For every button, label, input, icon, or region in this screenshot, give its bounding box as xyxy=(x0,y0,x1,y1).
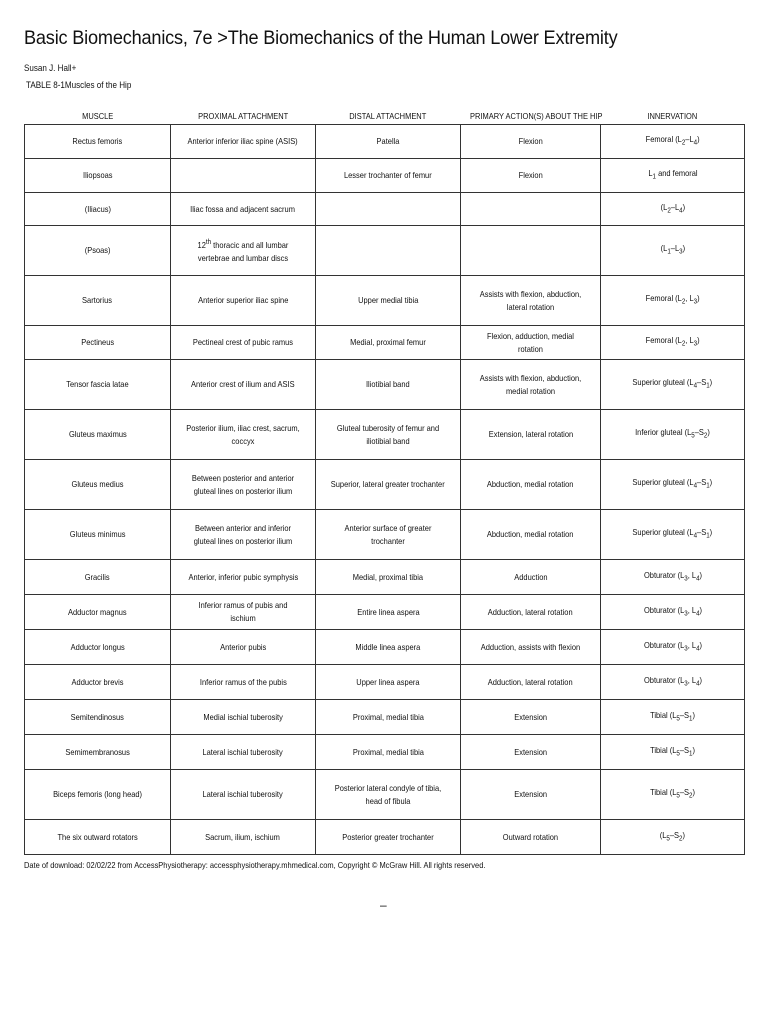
primary-action-cell: Assists with flexion, abduction, lateral rotation xyxy=(461,276,601,326)
proximal-attachment-cell xyxy=(171,159,316,193)
distal-attachment-cell: Upper linea aspera xyxy=(316,665,461,700)
primary-action-cell: Adduction, assists with flexion xyxy=(461,630,601,665)
proximal-attachment-cell: Between anterior and inferior gluteal lines on posterior ilium xyxy=(171,510,316,560)
innervation-cell: $L_1$ and femoral xyxy=(601,159,745,193)
distal-attachment-cell: Entire linea aspera xyxy=(316,595,461,630)
muscle-cell: Semimembranosus xyxy=(25,735,171,770)
primary-action-cell xyxy=(461,193,601,226)
primary-action-cell: Flexion xyxy=(461,125,601,159)
table-row xyxy=(25,510,745,560)
table-row xyxy=(25,735,745,770)
primary-action-cell: Extension, lateral rotation xyxy=(461,410,601,460)
column-header-muscle: MUSCLE xyxy=(81,110,114,121)
column-header-primary-actions: PRIMARY ACTION(S) ABOUT THE HIP xyxy=(469,110,602,121)
distal-attachment-cell: Medial, proximal femur xyxy=(316,326,461,360)
table-row xyxy=(25,665,745,700)
proximal-attachment-cell: Anterior superior iliac spine xyxy=(171,276,316,326)
proximal-attachment-cell: Inferior ramus of the pubis xyxy=(171,665,316,700)
innervation-cell: $(L_1-L_3)$ xyxy=(601,226,745,276)
muscle-cell: Sartorius xyxy=(25,276,171,326)
table-caption: TABLE 8-1Muscles of the Hip xyxy=(26,80,132,91)
innervation-cell: Superior gluteal $(L_4-S_1)$ xyxy=(601,460,745,510)
table-row xyxy=(25,460,745,510)
muscle-cell: Gluteus minimus xyxy=(25,510,171,560)
primary-action-cell: Adduction, lateral rotation xyxy=(461,595,601,630)
distal-attachment-cell: Patella xyxy=(316,125,461,159)
table-row xyxy=(25,193,745,226)
distal-attachment-cell: Middle linea aspera xyxy=(316,630,461,665)
distal-attachment-cell: Medial, proximal tibia xyxy=(316,560,461,595)
innervation-cell: $(L_5-S_2)$ xyxy=(601,820,745,855)
primary-action-cell: Adduction, lateral rotation xyxy=(461,665,601,700)
distal-attachment-cell: Anterior surface of greater trochanter xyxy=(316,510,461,560)
muscle-cell: Gluteus maximus xyxy=(25,410,171,460)
innervation-cell: Femoral $(L_2-L_4)$ xyxy=(601,125,745,159)
table-row xyxy=(25,820,745,855)
table-row xyxy=(25,159,745,193)
innervation-cell: Obturator ($L_3$, $L_4$) xyxy=(601,665,745,700)
proximal-attachment-cell: Iliac fossa and adjacent sacrum xyxy=(171,193,316,226)
innervation-cell: Inferior gluteal $(L_5-S_2)$ xyxy=(601,410,745,460)
distal-attachment-cell xyxy=(316,226,461,276)
author-line: Susan J. Hall+ xyxy=(24,63,77,74)
column-header-distal-attachment: DISTAL ATTACHMENT xyxy=(349,110,427,121)
primary-action-cell: Flexion, adduction, medial rotation xyxy=(461,326,601,360)
distal-attachment-cell: Superior, lateral greater trochanter xyxy=(316,460,461,510)
muscle-cell: Gracilis xyxy=(25,560,171,595)
document-title: Basic Biomechanics, 7e >The Biomechanics of the Human Lower Extremity xyxy=(24,27,618,49)
table-row xyxy=(25,276,745,326)
muscle-cell: Adductor longus xyxy=(25,630,171,665)
muscle-cell: Biceps femoris (long head) xyxy=(25,770,171,820)
proximal-attachment-cell: Anterior, inferior pubic symphysis xyxy=(171,560,316,595)
distal-attachment-cell: Iliotibial band xyxy=(316,360,461,410)
proximal-attachment-cell: Medial ischial tuberosity xyxy=(171,700,316,735)
distal-attachment-cell: Gluteal tuberosity of femur and iliotibial band xyxy=(316,410,461,460)
table-row xyxy=(25,595,745,630)
table-row xyxy=(25,125,745,159)
proximal-attachment-cell: 12th thoracic and all lumbar vertebrae and lumbar discs xyxy=(171,226,316,276)
column-header-proximal-attachment: PROXIMAL ATTACHMENT xyxy=(197,110,289,121)
table-row xyxy=(25,326,745,360)
proximal-attachment-cell: Anterior pubis xyxy=(171,630,316,665)
primary-action-cell: Adduction xyxy=(461,560,601,595)
primary-action-cell: Assists with flexion, abduction, medial rotation xyxy=(461,360,601,410)
table-row xyxy=(25,410,745,460)
muscle-cell: Pectineus xyxy=(25,326,171,360)
innervation-cell: Superior gluteal $(L_4-S_1)$ xyxy=(601,360,745,410)
proximal-attachment-cell: Lateral ischial tuberosity xyxy=(171,770,316,820)
innervation-cell: Femoral ($L_2$, $L_3$) xyxy=(601,326,745,360)
table-row xyxy=(25,770,745,820)
innervation-cell: Tibial $(L_5-S_1)$ xyxy=(601,735,745,770)
table-row xyxy=(25,226,745,276)
innervation-cell: Obturator ($L_3$, $L_4$) xyxy=(601,630,745,665)
muscle-cell: (Iliacus) xyxy=(25,193,171,226)
muscle-cell: Iliopsoas xyxy=(25,159,171,193)
primary-action-cell: Extension xyxy=(461,700,601,735)
innervation-cell: Femoral ($L_2$, $L_3$) xyxy=(601,276,745,326)
proximal-attachment-cell: Anterior crest of ilium and ASIS xyxy=(171,360,316,410)
innervation-cell: $(L_2-L_4)$ xyxy=(601,193,745,226)
muscle-cell: Adductor magnus xyxy=(25,595,171,630)
proximal-attachment-cell: Posterior ilium, iliac crest, sacrum, coccyx xyxy=(171,410,316,460)
innervation-cell: Superior gluteal $(L_4-S_1)$ xyxy=(601,510,745,560)
distal-attachment-cell: Upper medial tibia xyxy=(316,276,461,326)
primary-action-cell: Abduction, medial rotation xyxy=(461,460,601,510)
innervation-cell: Obturator ($L_3$, $L_4$) xyxy=(601,595,745,630)
muscles-of-hip-table xyxy=(24,107,745,855)
primary-action-cell: Extension xyxy=(461,735,601,770)
muscle-cell: Rectus femoris xyxy=(25,125,171,159)
download-footer: Date of download: 02/02/22 from AccessPhysiotherapy: accessphysiotherapy.mhmedical.com, Copyright © McGraw Hill. All rights reserved. xyxy=(24,860,486,870)
muscle-cell: The six outward rotators xyxy=(25,820,171,855)
innervation-cell: Tibial $(L_5-S_2)$ xyxy=(601,770,745,820)
innervation-cell: Tibial $(L_5-S_1)$ xyxy=(601,700,745,735)
table-row xyxy=(25,560,745,595)
primary-action-cell: Outward rotation xyxy=(461,820,601,855)
table-row xyxy=(25,700,745,735)
distal-attachment-cell: Proximal, medial tibia xyxy=(316,700,461,735)
proximal-attachment-cell: Anterior inferior iliac spine (ASIS) xyxy=(171,125,316,159)
proximal-attachment-cell: Inferior ramus of pubis and ischium xyxy=(171,595,316,630)
table-row xyxy=(25,360,745,410)
innervation-cell: Obturator ($L_3$, $L_4$) xyxy=(601,560,745,595)
muscle-cell: Adductor brevis xyxy=(25,665,171,700)
muscle-cell: (Psoas) xyxy=(25,226,171,276)
proximal-attachment-cell: Between posterior and anterior gluteal lines on posterior ilium xyxy=(171,460,316,510)
proximal-attachment-cell: Pectineal crest of pubic ramus xyxy=(171,326,316,360)
page-mark: – xyxy=(380,898,387,912)
distal-attachment-cell xyxy=(316,193,461,226)
primary-action-cell xyxy=(461,226,601,276)
proximal-attachment-cell: Sacrum, ilium, ischium xyxy=(171,820,316,855)
table-row xyxy=(25,630,745,665)
distal-attachment-cell: Posterior lateral condyle of tibia, head of fibula xyxy=(316,770,461,820)
primary-action-cell: Flexion xyxy=(461,159,601,193)
muscle-cell: Tensor fascia latae xyxy=(25,360,171,410)
primary-action-cell: Extension xyxy=(461,770,601,820)
table-header-row xyxy=(25,107,745,125)
muscle-cell: Semitendinosus xyxy=(25,700,171,735)
proximal-attachment-cell: Lateral ischial tuberosity xyxy=(171,735,316,770)
primary-action-cell: Abduction, medial rotation xyxy=(461,510,601,560)
distal-attachment-cell: Lesser trochanter of femur xyxy=(316,159,461,193)
distal-attachment-cell: Proximal, medial tibia xyxy=(316,735,461,770)
column-header-innervation: INNERVATION xyxy=(647,110,698,121)
muscle-cell: Gluteus medius xyxy=(25,460,171,510)
distal-attachment-cell: Posterior greater trochanter xyxy=(316,820,461,855)
